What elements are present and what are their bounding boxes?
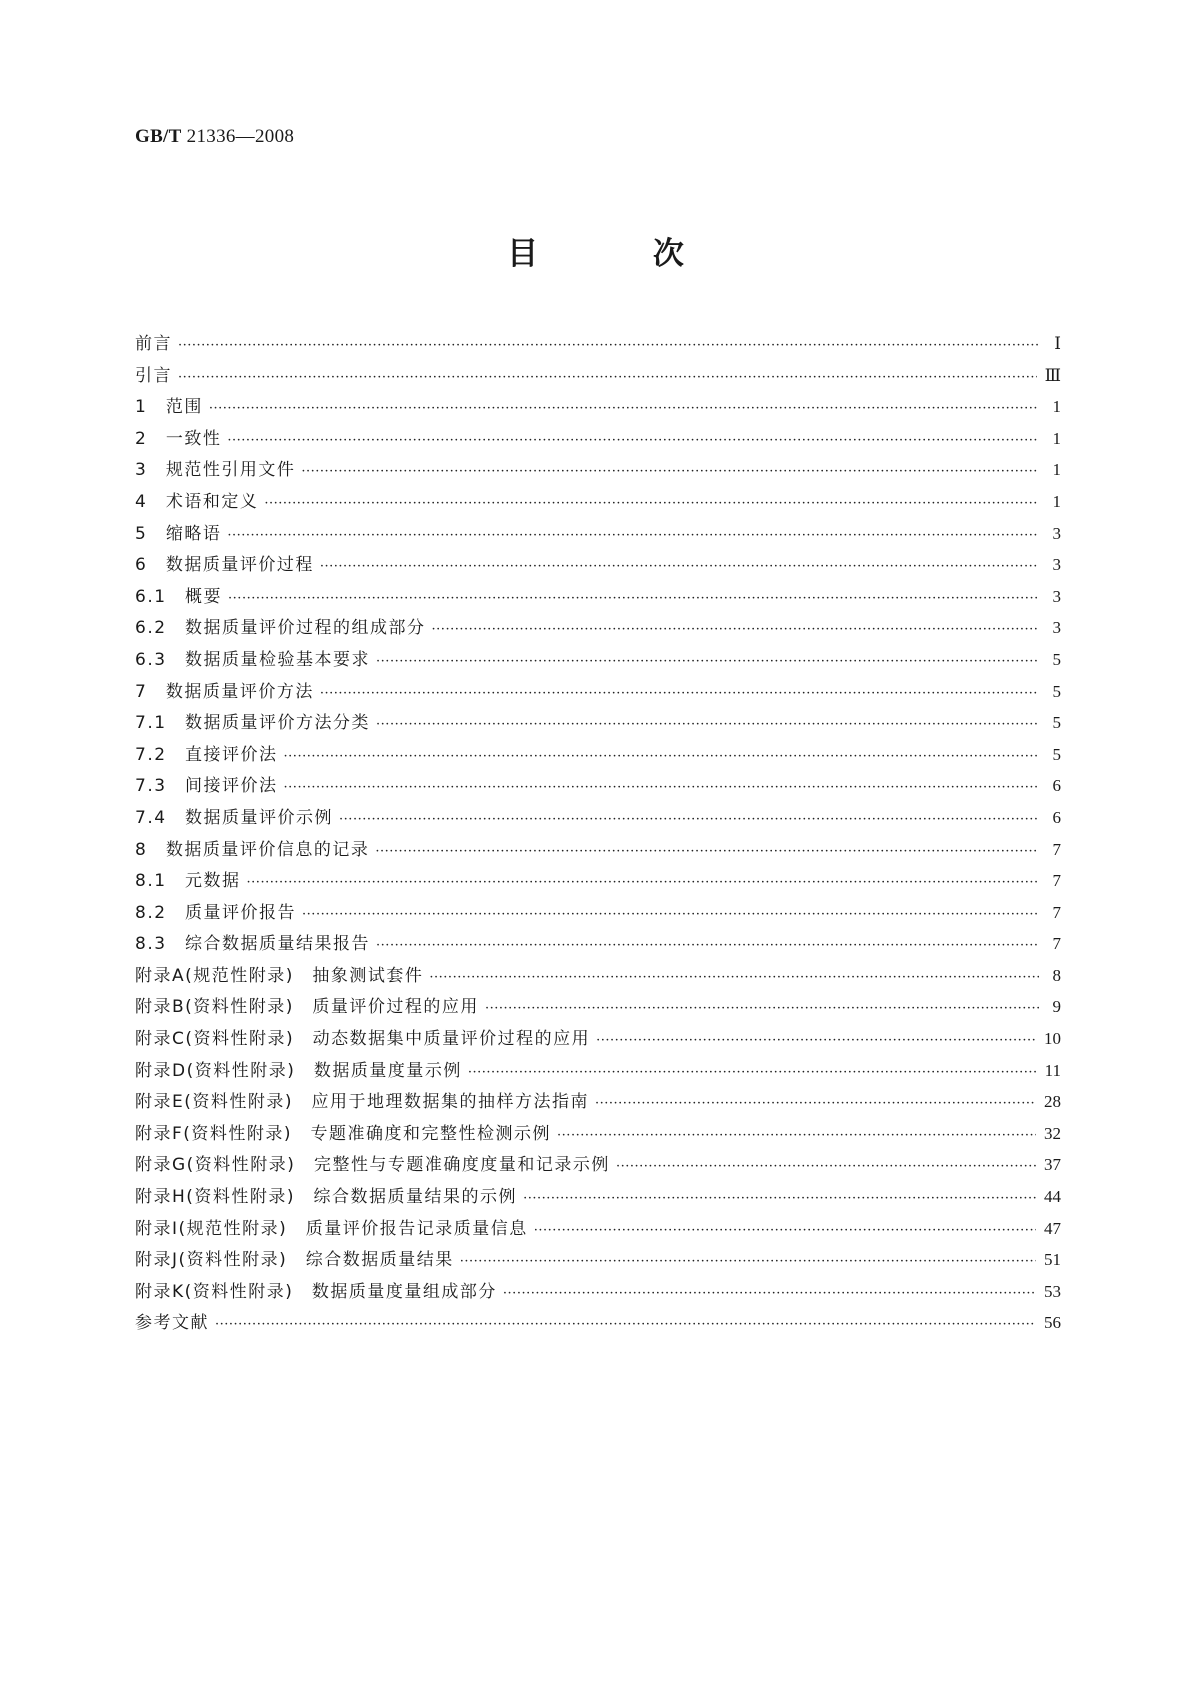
toc-entry-page: 6 xyxy=(1052,776,1061,796)
toc-leader-dots xyxy=(534,1223,1036,1238)
toc-entry-page: 5 xyxy=(1052,744,1061,764)
toc-entry[interactable] xyxy=(135,677,1061,709)
toc-leader-dots xyxy=(284,749,1039,764)
toc-leader-dots xyxy=(228,591,1039,606)
toc-entry-page: Ⅰ xyxy=(1054,334,1061,353)
toc-leader-dots xyxy=(485,1001,1039,1016)
toc-leader-dots xyxy=(178,370,1037,385)
toc-entry-label: 2 一致性 xyxy=(135,428,222,449)
toc-entry[interactable] xyxy=(135,1119,1061,1151)
toc-entry-label: 6.1 概要 xyxy=(135,586,223,607)
toc-leader-dots xyxy=(320,559,1039,574)
toc-entry-label: 附录E(资料性附录) 应用于地理数据集的抽样方法指南 xyxy=(135,1092,590,1113)
toc-entry-label: 8.1 元数据 xyxy=(135,871,241,892)
toc-entry[interactable] xyxy=(135,1150,1061,1182)
standard-code-prefix: GB/T xyxy=(135,126,182,147)
toc-entry-label: 7.4 数据质量评价示例 xyxy=(135,807,334,828)
toc-entry[interactable] xyxy=(135,455,1061,487)
toc-leader-dots xyxy=(375,844,1039,859)
toc-entry[interactable] xyxy=(135,519,1061,551)
toc-entry-label: 6.3 数据质量检验基本要求 xyxy=(135,649,371,670)
toc-entry-label: 附录C(资料性附录) 动态数据集中质量评价过程的应用 xyxy=(135,1029,591,1050)
toc-entry-label: 附录J(资料性附录) 综合数据质量结果 xyxy=(135,1250,454,1271)
toc-entry[interactable] xyxy=(135,613,1061,645)
toc-leader-dots xyxy=(523,1191,1036,1206)
toc-entry-label: 3 规范性引用文件 xyxy=(135,460,296,481)
toc-entry-label: 7.2 直接评价法 xyxy=(135,744,278,765)
toc-leader-dots xyxy=(178,338,1039,353)
toc-entry-page: 37 xyxy=(1044,1155,1061,1175)
toc-entry-label: 7 数据质量评价方法 xyxy=(135,681,314,702)
toc-entry[interactable] xyxy=(135,929,1061,961)
toc-entry-page: 5 xyxy=(1052,649,1061,669)
toc-leader-dots xyxy=(209,401,1039,416)
toc-entry-label: 附录D(资料性附录) 数据质量度量示例 xyxy=(135,1060,462,1081)
toc-leader-dots xyxy=(376,654,1039,669)
toc-leader-dots xyxy=(284,780,1039,795)
toc-entry-page: 9 xyxy=(1052,997,1061,1017)
toc-leader-dots xyxy=(264,496,1039,511)
toc-entry-label: 7.3 间接评价法 xyxy=(135,776,278,797)
standard-code-number: 21336—2008 xyxy=(186,126,295,147)
toc-entry-page: 3 xyxy=(1052,523,1061,543)
toc-entry[interactable] xyxy=(135,645,1061,677)
toc-entry-label: 引言 xyxy=(135,365,172,386)
toc-entry-label: 附录F(资料性附录) 专题准确度和完整性检测示例 xyxy=(135,1123,552,1144)
toc-entry[interactable] xyxy=(135,803,1061,835)
toc-entry[interactable] xyxy=(135,1024,1061,1056)
toc-entry-label: 附录I(规范性附录) 质量评价报告记录质量信息 xyxy=(135,1218,528,1239)
toc-entry[interactable] xyxy=(135,866,1061,898)
toc-leader-dots xyxy=(302,907,1039,922)
toc-entry-label: 8.2 质量评价报告 xyxy=(135,902,297,923)
toc-entry[interactable] xyxy=(135,1245,1061,1277)
toc-entry-label: 附录A(规范性附录) 抽象测试套件 xyxy=(135,965,424,986)
toc-entry-page: 8 xyxy=(1052,965,1061,985)
toc-entry[interactable] xyxy=(135,992,1061,1024)
toc-leader-dots xyxy=(557,1128,1036,1143)
toc-entry[interactable] xyxy=(135,1182,1061,1214)
toc-entry-page: 1 xyxy=(1052,460,1061,480)
toc-entry[interactable] xyxy=(135,1214,1061,1246)
toc-entry-label: 附录K(资料性附录) 数据质量度量组成部分 xyxy=(135,1281,497,1302)
toc-entry[interactable] xyxy=(135,740,1061,772)
toc-entry-label: 5 缩略语 xyxy=(135,523,222,544)
toc-entry-label: 8.3 综合数据质量结果报告 xyxy=(135,934,371,955)
toc-entry-page: 7 xyxy=(1052,871,1061,891)
toc-leader-dots xyxy=(376,717,1039,732)
toc-entry-page: 5 xyxy=(1052,681,1061,701)
toc-leader-dots xyxy=(215,1317,1036,1332)
toc-entry-page: 1 xyxy=(1052,397,1061,417)
toc-entry-label: 6.2 数据质量评价过程的组成部分 xyxy=(135,618,426,639)
toc-leader-dots xyxy=(616,1159,1036,1174)
toc-entry[interactable] xyxy=(135,708,1061,740)
toc-entry-label: 1 范围 xyxy=(135,397,203,418)
toc-leader-dots xyxy=(468,1065,1037,1080)
toc-entry-page: 1 xyxy=(1052,428,1061,448)
toc-leader-dots xyxy=(301,464,1039,479)
toc-leader-dots xyxy=(339,812,1039,827)
toc-entry[interactable] xyxy=(135,1056,1061,1088)
toc-entry[interactable] xyxy=(135,1087,1061,1119)
toc-entry[interactable] xyxy=(135,1277,1061,1309)
toc-entry-page: 7 xyxy=(1052,839,1061,859)
toc-entry-page: 3 xyxy=(1052,618,1061,638)
toc-entry[interactable] xyxy=(135,1308,1061,1340)
toc-leader-dots xyxy=(595,1096,1036,1111)
toc-entry[interactable] xyxy=(135,392,1061,424)
toc-leader-dots xyxy=(596,1033,1036,1048)
toc-entry-page: 10 xyxy=(1044,1029,1061,1049)
toc-entry-page: Ⅲ xyxy=(1044,365,1061,385)
toc-entry-label: 8 数据质量评价信息的记录 xyxy=(135,839,370,860)
toc-entry-page: 3 xyxy=(1052,586,1061,606)
toc-entry[interactable] xyxy=(135,361,1061,393)
toc-leader-dots xyxy=(376,938,1039,953)
toc-entry[interactable] xyxy=(135,550,1061,582)
toc-entry-page: 47 xyxy=(1044,1218,1061,1238)
toc-entry-label: 前言 xyxy=(135,334,172,354)
toc-entry-label: 6 数据质量评价过程 xyxy=(135,555,314,576)
toc-entry-label: 附录H(资料性附录) 综合数据质量结果的示例 xyxy=(135,1187,518,1208)
toc-leader-dots xyxy=(227,528,1039,543)
toc-entry-page: 7 xyxy=(1052,934,1061,954)
toc-leader-dots xyxy=(320,686,1039,701)
toc-leader-dots xyxy=(460,1254,1036,1269)
toc-entry-label: 4 术语和定义 xyxy=(135,491,259,512)
toc-entry-label: 7.1 数据质量评价方法分类 xyxy=(135,713,371,734)
toc-entry[interactable] xyxy=(135,424,1061,456)
toc-entry-page: 6 xyxy=(1052,807,1061,827)
toc-entry-label: 附录B(资料性附录) 质量评价过程的应用 xyxy=(135,997,479,1018)
toc-entry-page: 1 xyxy=(1052,491,1061,511)
table-of-contents xyxy=(135,329,1061,1340)
toc-entry-page: 28 xyxy=(1044,1092,1061,1112)
toc-title: 目 次 xyxy=(507,236,736,272)
toc-entry[interactable] xyxy=(135,771,1061,803)
standard-code xyxy=(135,126,294,148)
toc-entry-page: 5 xyxy=(1052,713,1061,733)
toc-leader-dots xyxy=(432,622,1039,637)
toc-entry-page: 3 xyxy=(1052,555,1061,575)
toc-leader-dots xyxy=(429,970,1039,985)
toc-entry[interactable] xyxy=(135,582,1061,614)
toc-entry-page: 11 xyxy=(1044,1060,1061,1080)
toc-leader-dots xyxy=(227,433,1039,448)
toc-leader-dots xyxy=(503,1286,1036,1301)
toc-entry-page: 44 xyxy=(1044,1187,1061,1207)
toc-leader-dots xyxy=(247,875,1039,890)
toc-entry-page: 7 xyxy=(1052,902,1061,922)
toc-entry[interactable] xyxy=(135,487,1061,519)
toc-entry-page: 56 xyxy=(1044,1313,1061,1333)
toc-entry[interactable] xyxy=(135,898,1061,930)
toc-entry-label: 参考文献 xyxy=(135,1313,209,1334)
toc-entry[interactable] xyxy=(135,961,1061,993)
toc-entry-label: 附录G(资料性附录) 完整性与专题准确度度量和记录示例 xyxy=(135,1155,610,1176)
toc-entry-page: 53 xyxy=(1044,1281,1061,1301)
toc-entry-page: 51 xyxy=(1044,1250,1061,1270)
toc-entry-page: 32 xyxy=(1044,1123,1061,1143)
toc-entry[interactable] xyxy=(135,329,1061,361)
toc-entry[interactable] xyxy=(135,835,1061,867)
